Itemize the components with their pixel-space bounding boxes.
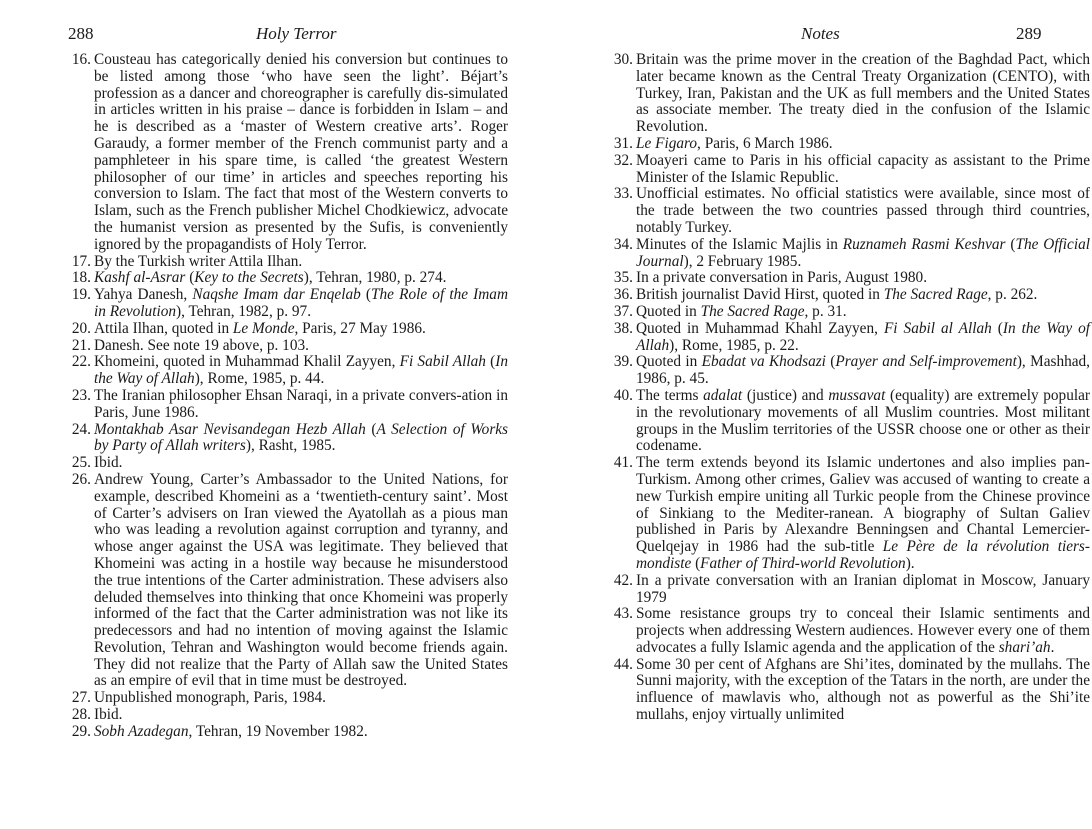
footnote-text: Le Figaro, Paris, 6 March 1986.: [636, 134, 833, 152]
footnote-number: 19.: [71, 286, 91, 304]
running-title: Holy Terror: [256, 24, 337, 43]
footnote-text: Cousteau has categorically denied his conversion but continues to be listed among those ‘who have seen the light’. Béjart’s profession as a dancer and choreographer is carefully dis-simulated in articles written in his praise – dance is forbidden in Islam – and he is described as a ‘master of Western creative arts’. Roger Garaudy, a former member of the French communist party and a pamphleteer in his spare time, is called ‘the greatest Western philosopher of our time’ in articles and speeches reporting his conversion to Islam. The fact that most of the Western converts to Islam, such as the French publisher Michel Chodkiewicz, advocate the humanist version as presented by the Sufis, is conveniently ignored by the propagandists of Holy Terror.: [94, 51, 508, 253]
footnote: [600, 136, 1090, 153]
footnote: [600, 573, 1090, 607]
footnote-number: 38.: [613, 319, 633, 337]
footnote: [600, 287, 1090, 304]
left-page-header: [0, 24, 546, 48]
footnote-text: In a private conversation in Paris, August 1980.: [636, 269, 928, 287]
footnote: [600, 186, 1090, 236]
footnote-text: Quoted in Ebadat va Khodsazi (Prayer and Self-improvement), Mashhad, 1986, p. 45.: [636, 353, 1090, 388]
running-title: Notes: [801, 24, 840, 43]
footnote-text: Kashf al-Asrar (Key to the Secrets), Tehran, 1980, p. 274.: [94, 269, 447, 287]
right-page-header: [546, 24, 1092, 48]
footnote: [58, 455, 508, 472]
footnote-text: Ibid.: [94, 706, 123, 724]
footnote-text: The Iranian philosopher Ehsan Naraqi, in a private convers-ation in Paris, June 1986.: [94, 386, 508, 421]
footnote: [600, 606, 1090, 656]
footnote-text: In a private conversation with an Iranian diplomat in Moscow, January 1979: [636, 571, 1090, 606]
footnote-text: Khomeini, quoted in Muhammad Khalil Zayyen, Fi Sabil Allah (In the Way of Allah), Rome, 1985, p. 44.: [94, 353, 508, 388]
footnote: [600, 455, 1090, 573]
footnote-number: 16.: [71, 51, 91, 68]
footnote: [600, 237, 1090, 271]
footnote-number: 37.: [613, 302, 633, 320]
footnote: [58, 690, 508, 707]
footnote-number: 33.: [613, 185, 633, 203]
footnote-number: 40.: [613, 386, 633, 404]
footnote-number: 28.: [71, 706, 91, 724]
footnote-number: 39.: [613, 353, 633, 371]
footnote-text: Montakhab Asar Nevisandegan Hezb Allah (A Selection of Works by Party of Allah writers), Rasht, 1985.: [94, 420, 509, 455]
footnote-text: Ibid.: [94, 454, 123, 472]
notes-list: [600, 52, 1090, 724]
footnote-number: 17.: [71, 252, 91, 270]
notes-list: [58, 52, 508, 741]
footnote: [600, 304, 1090, 321]
footnote-text: Yahya Danesh, Naqshe Imam dar Enqelab (The Role of the Imam in Revolution), Tehran, 1982, p. 97.: [94, 286, 509, 320]
footnote: [58, 724, 508, 741]
footnote-text: The terms adalat (justice) and mussavat (equality) are extremely popular in the revolutionary movements of all Muslim countries. Most militant groups in the Muslim territories of the USSR choose one or other as their codename.: [636, 386, 1090, 455]
footnote-number: 32.: [613, 151, 633, 169]
footnote: [58, 338, 508, 355]
footnote-number: 23.: [71, 386, 91, 404]
footnote: [600, 388, 1090, 455]
footnote-number: 27.: [71, 689, 91, 707]
footnote-text: Unofficial estimates. No official statistics were available, since most of the trade between the two countries passed through third countries, notably Turkey.: [636, 185, 1090, 236]
footnote-number: 43.: [613, 605, 633, 623]
footnote-text: Minutes of the Islamic Majlis in Ruznameh Rasmi Keshvar (The Official Journal), 2 February 1985.: [636, 235, 1090, 270]
footnote-number: 22.: [71, 353, 91, 371]
footnote-text: Sobh Azadegan, Tehran, 19 November 1982.: [94, 722, 368, 740]
footnote-text: Quoted in The Sacred Rage, p. 31.: [636, 302, 847, 320]
footnote: [58, 707, 508, 724]
footnote-text: Danesh. See note 19 above, p. 103.: [94, 336, 309, 354]
footnote-number: 44.: [613, 655, 633, 673]
footnote-number: 21.: [71, 336, 91, 354]
footnote-text: Some resistance groups try to conceal their Islamic sentiments and projects when addressing Western audiences. However every one of them advocates a fully Islamic agenda and the application of the shari’ah.: [636, 605, 1090, 656]
footnote-text: By the Turkish writer Attila Ilhan.: [94, 252, 303, 270]
footnote-number: 25.: [71, 454, 91, 472]
footnote: [58, 354, 508, 388]
footnote: [600, 153, 1090, 187]
footnote-number: 29.: [71, 722, 91, 740]
footnote: [58, 254, 508, 271]
footnote: [58, 270, 508, 287]
footnote-text: Andrew Young, Carter’s Ambassador to the United Nations, for example, described Khomeini as a ‘twentieth-century saint’. Most of Carter’s advisers on Iran viewed the Ayatollah as a pious man who was leading a revolution against corruption and tyranny, and whose anger against the USA was legitimate. They believed that Khomeini was acting in a hostile way because he misunderstood the true intentions of the Carter administration. These advisers also deluded themselves into thinking that once Khomeini was properly informed of the fact that the Carter administration was not like its predecessors and had no intention of moving against the Islamic Revolution, Tehran and Washington would become friends again. They did not realize that the Party of Allah saw the United States as an empire of evil that in time must be destroyed.: [94, 470, 508, 690]
footnote: [600, 657, 1090, 724]
footnote-number: 35.: [613, 269, 633, 287]
footnote-text: Unpublished monograph, Paris, 1984.: [94, 689, 326, 707]
footnote: [600, 52, 1090, 136]
footnote: [58, 472, 508, 690]
footnote: [600, 270, 1090, 287]
footnote-number: 41.: [613, 454, 633, 472]
footnote-number: 26.: [71, 470, 91, 488]
footnote: [58, 321, 508, 338]
footnote-text: Attila Ilhan, quoted in Le Monde, Paris, 27 May 1986.: [94, 319, 426, 337]
footnote-text: Britain was the prime mover in the creation of the Baghdad Pact, which later became known as the Central Treaty Organization (CENTO), with Turkey, Iran, Pakistan and the UK as full members and the United States as associate member. The treaty died in the confusion of the Islamic Revolution.: [636, 51, 1090, 136]
page-number: 288: [68, 24, 94, 43]
footnote-number: 36.: [613, 286, 633, 304]
footnote-text: Some 30 per cent of Afghans are Shi’ites, dominated by the mullahs. The Sunni majority, with the exception of the Tatars in the north, are under the influence of mawlavis who, although not as powerful as the Shi’ite mullahs, enjoy virtually unlimited: [636, 655, 1090, 724]
footnote-text: Quoted in Muhammad Khahl Zayyen, Fi Sabil al Allah (In the Way of Allah), Rome, 1985, p. 22.: [636, 319, 1091, 354]
footnote-number: 34.: [613, 235, 633, 253]
right-page: [546, 0, 1092, 829]
footnote: [600, 321, 1090, 355]
footnote: [58, 287, 508, 321]
footnote: [58, 422, 508, 456]
footnote-number: 20.: [71, 319, 91, 337]
footnote-number: 42.: [613, 571, 633, 589]
footnote: [600, 354, 1090, 388]
footnote-text: Moayeri came to Paris in his official capacity as assistant to the Prime Minister of the Islamic Republic.: [636, 151, 1090, 186]
footnote-text: British journalist David Hirst, quoted in The Sacred Rage, p. 262.: [636, 286, 1038, 304]
footnote-number: 18.: [71, 269, 91, 287]
footnote: [58, 52, 508, 254]
footnote-text: The term extends beyond its Islamic undertones and also implies pan-Turkism. Among other crimes, Galiev was accused of wanting to create a new Turkish empire uniting all Turkic people from the Chinese province of Sinkiang to the Mediter-ranean. A biography of Sultan Galiev published in Paris by Alexandre Benningsen and Chantal Lemercier-Quelqejay in 1986 had the sub-title Le Père de la révolution tiers-mondiste (Father of Third-world Revolution).: [636, 454, 1090, 572]
footnote-number: 30.: [613, 51, 633, 68]
footnote-number: 31.: [613, 134, 633, 152]
page-number: 289: [1016, 24, 1042, 43]
footnote: [58, 388, 508, 422]
footnote-number: 24.: [71, 420, 91, 438]
